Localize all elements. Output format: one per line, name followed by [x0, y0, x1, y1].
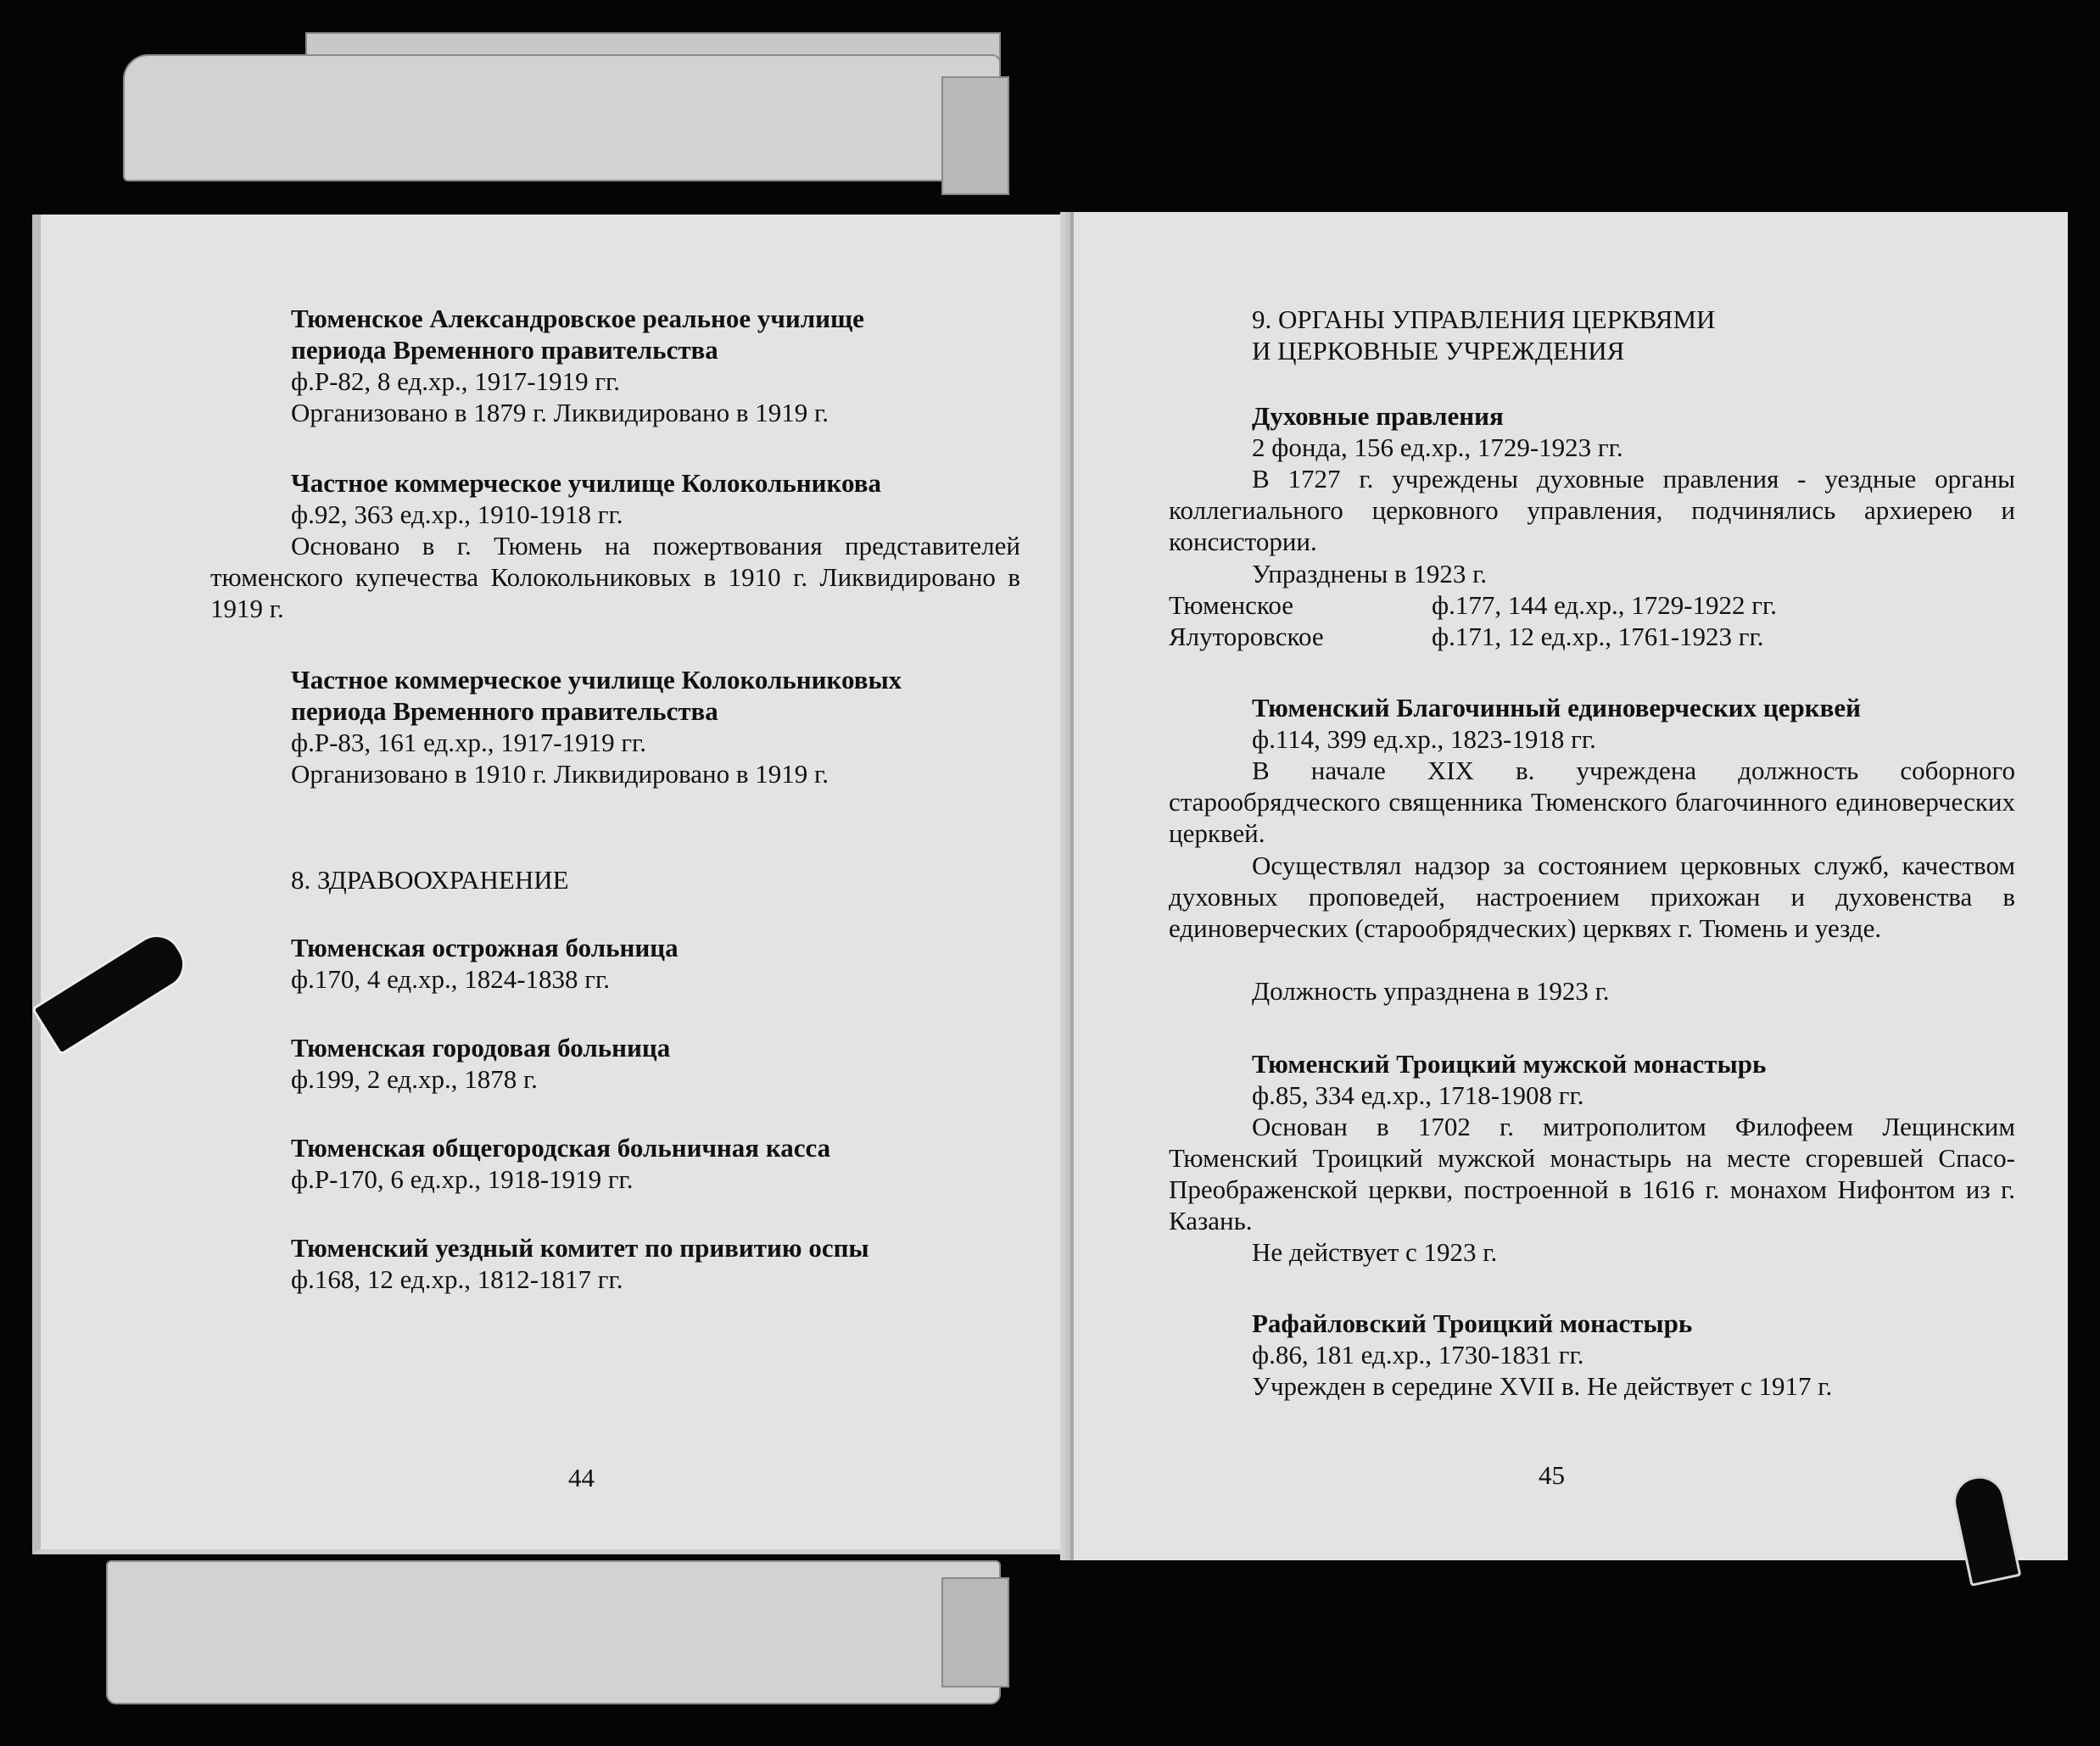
entry-title: Духовные правления — [1252, 401, 1504, 431]
entry-blagochinny — [1252, 692, 2015, 755]
entry-text: Основан в 1702 г. митрополитом Филофеем Лещинским Тюменский Троицкий мужской монастырь на месте сгоревшей Спасо-Преображенской церкви, построенной в 1616 г. монахом Нифонтом из г. Казань. — [1169, 1112, 2015, 1236]
entry-text: Организовано в 1910 г. Ликвидировано в 1919 г. — [291, 759, 829, 789]
entry-text: Осуществлял надзор за состоянием церковных служб, качеством духовных проповедей, настроением прихожан и духовенства в единоверческих (старообрядческих) церквях г. Тюмень и уезде. — [1169, 851, 2015, 943]
entry-kolokolnikovykh — [291, 664, 1020, 789]
entry-text: Упразднены в 1923 г. — [1252, 559, 1488, 589]
entry-title: Частное коммерческое училище Колокольниковых — [291, 665, 902, 694]
section-heading-8: 8. ЗДРАВООХРАНЕНИЕ — [291, 865, 569, 895]
table-row — [1169, 621, 2015, 652]
page-number: 44 — [568, 1463, 595, 1492]
entry-fund: ф.92, 363 ед.хр., 1910-1918 гг. — [291, 499, 623, 529]
table-cell-fund: ф.177, 144 ед.хр., 1729-1922 гг. — [1432, 590, 1777, 620]
table-cell-fund: ф.171, 12 ед.хр., 1761-1923 гг. — [1432, 622, 1764, 651]
entry-kassa — [291, 1132, 1020, 1195]
book-stack-bottom-edge — [941, 1577, 1009, 1687]
entry-title: периода Временного правительства — [291, 696, 718, 726]
entry-fund: ф.Р-83, 161 ед.хр., 1917-1919 гг. — [291, 728, 647, 757]
entry-fund: ф.Р-170, 6 ед.хр., 1918-1919 гг. — [291, 1164, 634, 1194]
entry-fund: ф.85, 334 ед.хр., 1718-1908 гг. — [1252, 1080, 1584, 1110]
section-heading-line: И ЦЕРКОВНЫЕ УЧРЕЖДЕНИЯ — [1252, 336, 1625, 365]
entry-rafailovsky — [1252, 1308, 2015, 1402]
fund-table — [1169, 589, 2015, 652]
entry-fund: ф.114, 399 ед.хр., 1823-1918 гг. — [1252, 724, 1596, 754]
entry-title: Тюменский Благочинный единоверческих церквей — [1252, 693, 1861, 722]
entry-dukhovnye — [1252, 400, 2015, 463]
entry-title: Тюменская городовая больница — [291, 1033, 671, 1063]
right-page — [1070, 212, 2068, 1560]
book-stack-top — [123, 54, 1001, 181]
entry-text: В начале XIX в. учреждена должность соборного старообрядческого священника Тюменского благочинного единоверческих церквей. — [1169, 756, 2015, 848]
entry-title: Рафайловский Троицкий монастырь — [1252, 1308, 1693, 1338]
table-row — [1169, 589, 2015, 621]
table-cell-name: Тюменское — [1169, 590, 1293, 620]
entry-fund: ф.168, 12 ед.хр., 1812-1817 гг. — [291, 1264, 623, 1294]
entry-fund: ф.199, 2 ед.хр., 1878 г. — [291, 1064, 538, 1094]
entry-aleksandrovskoe — [291, 303, 1020, 428]
entry-troitsky — [1252, 1048, 2015, 1111]
section-heading-line: 9. ОРГАНЫ УПРАВЛЕНИЯ ЦЕРКВЯМИ — [1252, 304, 1716, 334]
entry-title: Тюменский Троицкий мужской монастырь — [1252, 1049, 1767, 1079]
entry-title: Тюменское Александровское реальное училище — [291, 304, 864, 333]
book-stack-bottom — [106, 1560, 1001, 1704]
left-page — [32, 215, 1077, 1554]
entry-text: Учрежден в середине XVII в. Не действует с 1917 г. — [1252, 1371, 1833, 1401]
entry-ospa — [291, 1232, 1020, 1295]
entry-text: Должность упразднена в 1923 г. — [1252, 976, 1610, 1006]
entry-fund: 2 фонда, 156 ед.хр., 1729-1923 гг. — [1252, 432, 1623, 462]
entry-fund: ф.86, 181 ед.хр., 1730-1831 гг. — [1252, 1340, 1584, 1369]
entry-title: Тюменский уездный комитет по привитию оспы — [291, 1233, 869, 1263]
entry-text: Не действует с 1923 г. — [1252, 1237, 1498, 1267]
entry-title: Частное коммерческое училище Колокольникова — [291, 468, 881, 498]
entry-text: Основано в г. Тюмень на пожертвования представителей тюменского купечества Колокольниковых в 1910 г. Ликвидировано в 1919 г. — [210, 531, 1020, 623]
entry-kolokolnikova — [291, 467, 1020, 530]
entry-text: Организовано в 1879 г. Ликвидировано в 1919 г. — [291, 398, 829, 427]
entry-title: периода Временного правительства — [291, 335, 718, 365]
entry-title: Тюменская общегородская больничная касса — [291, 1133, 831, 1163]
entry-fund: ф.Р-82, 8 ед.хр., 1917-1919 гг. — [291, 366, 621, 396]
table-cell-name: Ялуторовское — [1169, 622, 1324, 651]
entry-text: В 1727 г. учреждены духовные правления - уездные органы коллегиального церковного управления, подчинялись архиерею и консистории. — [1169, 464, 2015, 556]
entry-ostrozhnaya — [291, 932, 1020, 995]
section-heading-9 — [1252, 304, 2015, 366]
book-stack-top-edge — [941, 76, 1009, 195]
page-number: 45 — [1539, 1460, 1565, 1490]
entry-fund: ф.170, 4 ед.хр., 1824-1838 гг. — [291, 964, 610, 994]
entry-gorodovaya — [291, 1032, 1020, 1095]
entry-title: Тюменская острожная больница — [291, 933, 679, 962]
